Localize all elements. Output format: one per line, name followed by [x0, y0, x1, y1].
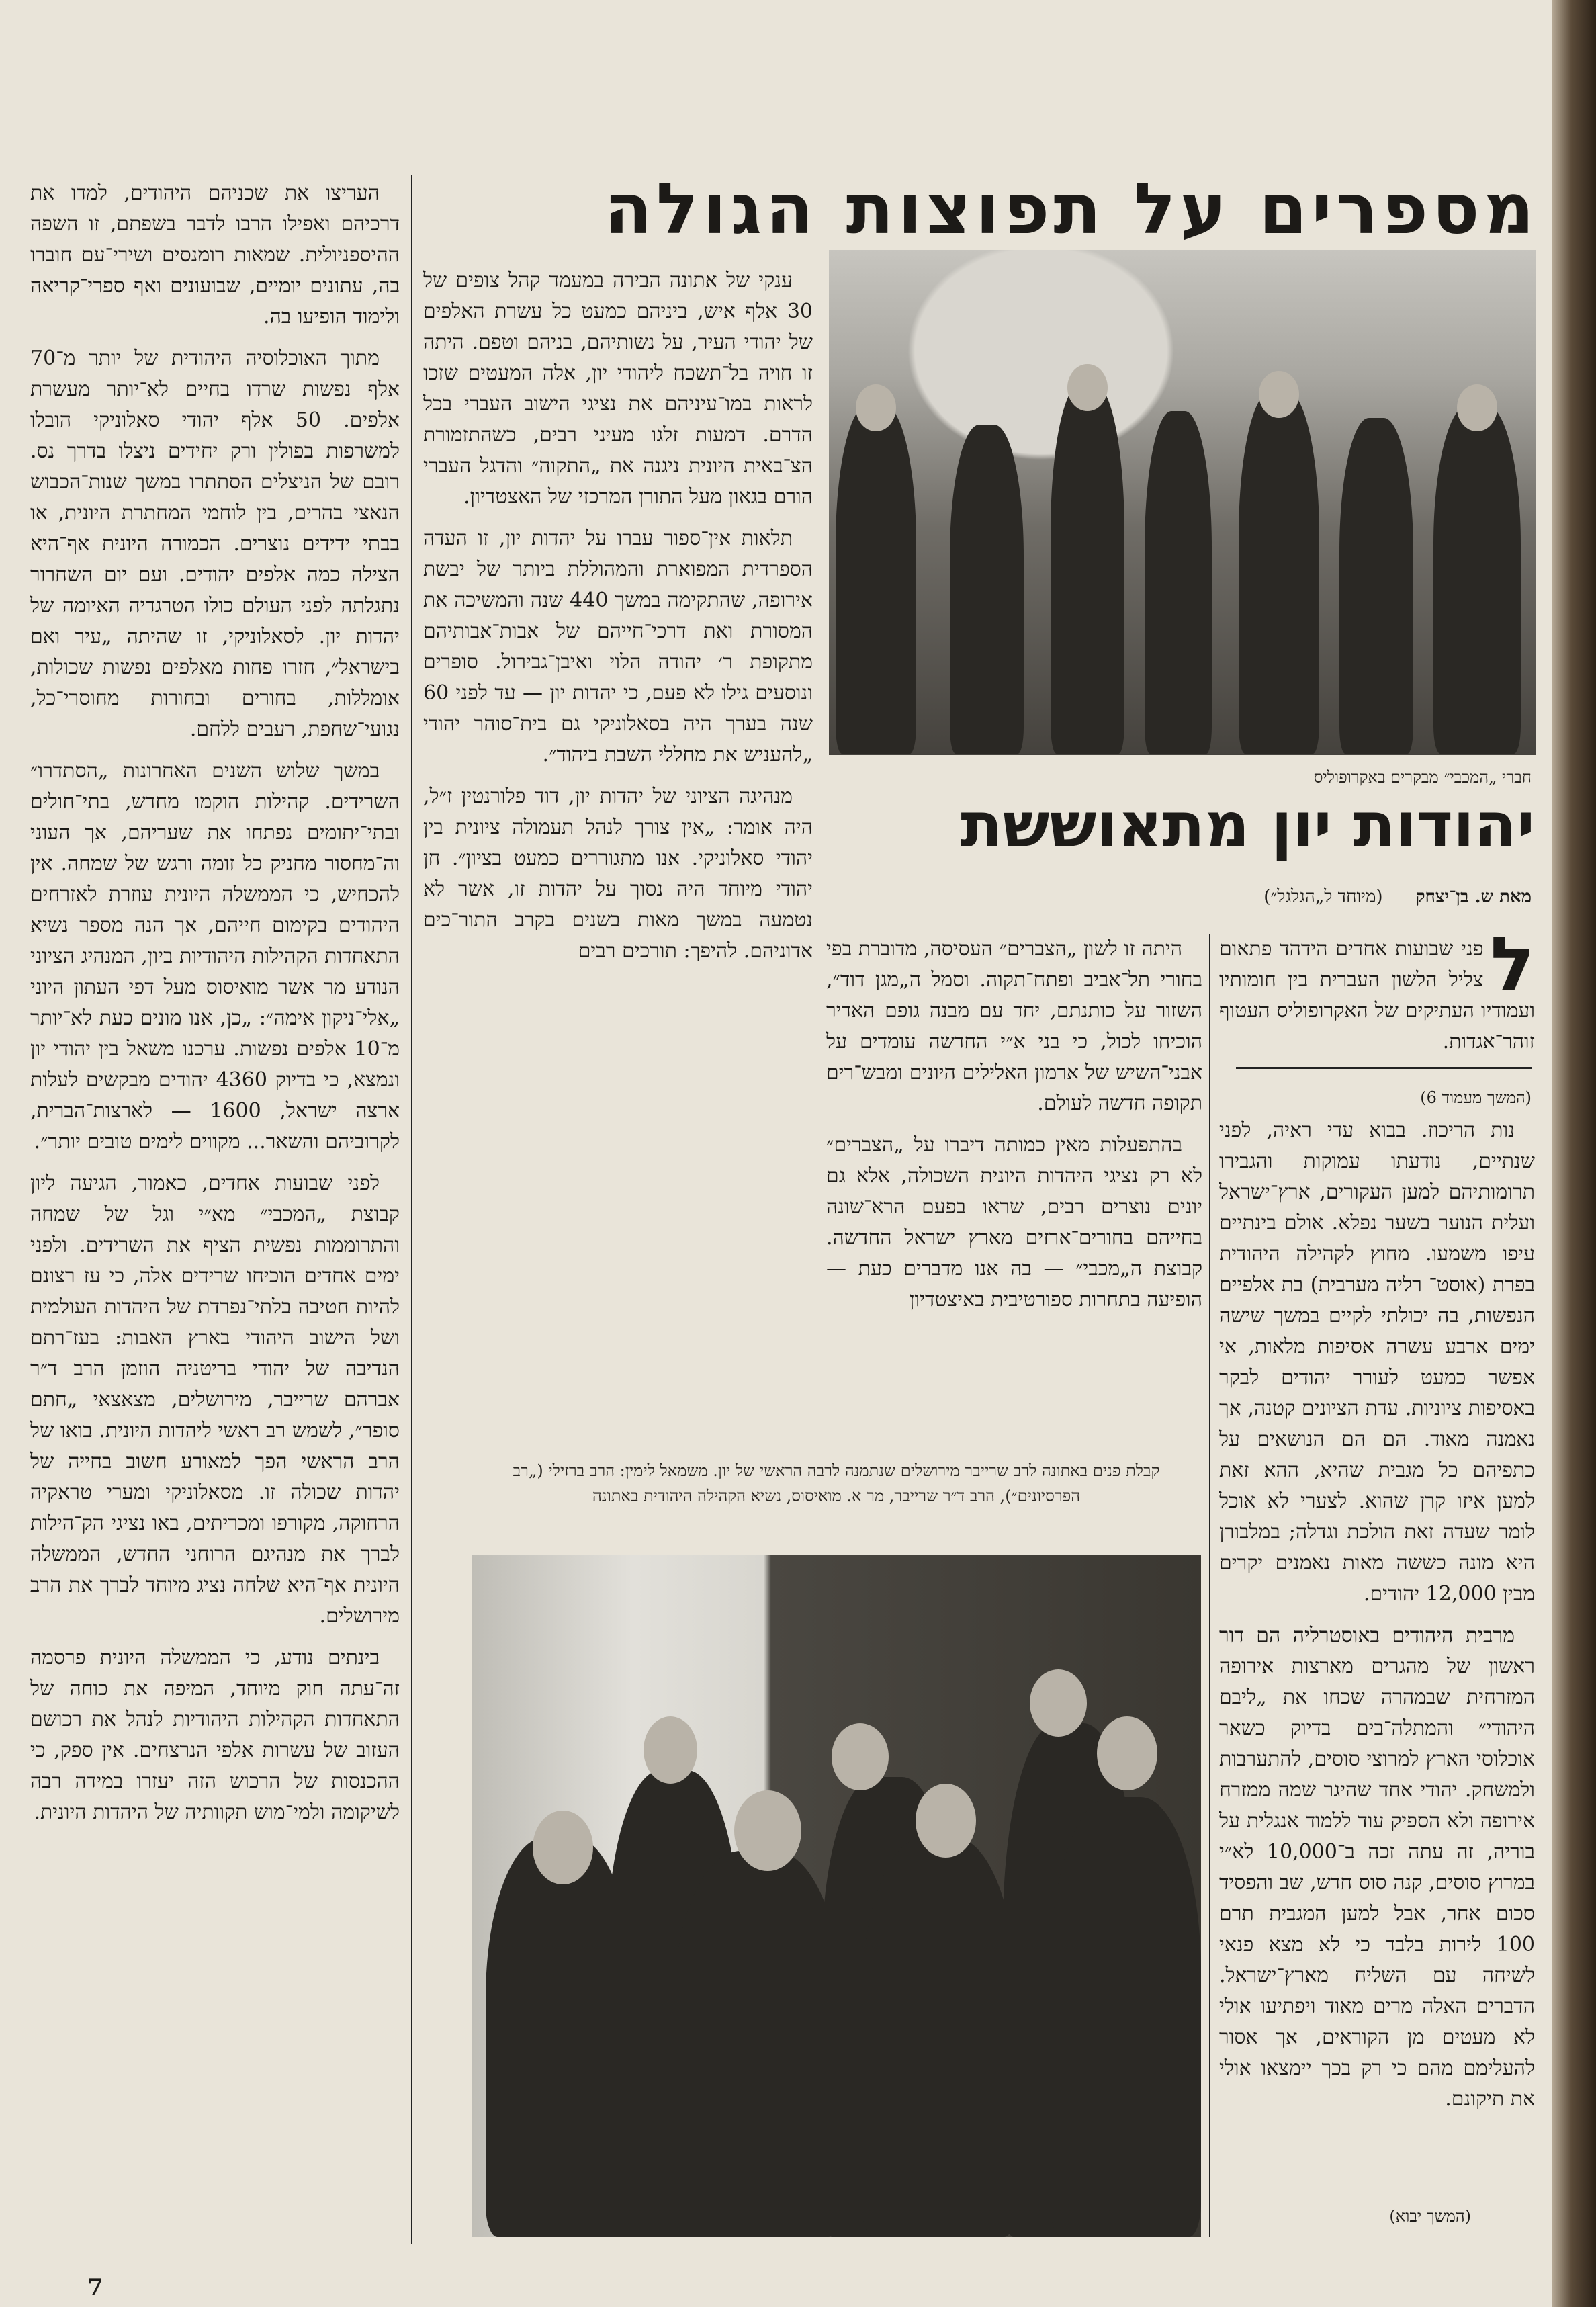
paragraph: נות הריכוז. בבוא עדי ראיה, לפני שנתיים, נודעתו עמוקות והגבירו תרומותיהם למען העקורים, ארץ־ישראל ועלית הנוער בשער נפלא. אולם בינתיים עיפו משמעו. מחוץ לקהילה היהודית בפרת (אוסט־ רליה מערבית) בת אלפיים הנפשות, בה יכולתי לקיים במשך שישה ימים ארבע עשרה אסיפות מלאות, אי אפשר כמעט לעורר יהודים לבקר באסיפות ציוניות. עדת הציונים קטנה, אך נאמנה מאוד. הם הם הנושאים על כתפיהם כל מגבית שהיא, ההא זאת למען איזו קרן שהוא. לצערי לא אוכל לומר שעדה זאת הולכת וגדלה; במלבורן היא מונה כששה מאות נאמנים יקרים מבין 12,000 יהודים.: [1219, 1119, 1535, 1606]
acropolis-photo-caption: חברי „המכבי״ מבקרים באקרופוליס: [1313, 768, 1532, 787]
paragraph: היתה זו לשון „הצברים״ העסיסה, מדוברת בפי בחורי תל־אביב ופתח־תקוה. וסמל ה„מגן דוד״, השזור על כותנתם, יחד עם מבנה גופם האדיר הוכיחו לכול, כי בני א״י החדשה עומדים על אבני־השיש של ארמון האלילים היונים ומבש־רים תקופה חדשה לעולם.: [826, 937, 1202, 1115]
byline: [940, 887, 1532, 907]
byline-note: (מיוחד ל„הגלגל״): [1264, 887, 1383, 907]
column-center: [826, 934, 1202, 1532]
headline: מספרים על תפוצות הגולה: [604, 168, 1538, 250]
acropolis-photo: [829, 250, 1536, 755]
rabbi-photo-caption: קבלת פנים באתונה לרב שרייבר מירושלים שנתמנה לרבה הראשי של יון. משמאל לימין: הרב ברזילי („רב הפרסיונים״), הרב ד״ר שרייבר, מר א. מואיסוס, נשיא הקהילה היהודית באתונה: [513, 1461, 1160, 1506]
paragraph: תלאות אין־ספור עברו על יהדות יון, זו העדה הספרדית המפוארת והמהוללת ביותר של יבשת אירופה, שהתקימה במשך 440 שנה והמשיכה את המסורת ואת דרכי־חייהם של אבות־אבותיהם מתקופת ר׳ יהודה הלוי ואיבן־גבירול. סופרים ונוסעים גילו לא פעם, כי יהדות יון — עד לפני 60 שנה בערך היה בסאלוניקי גם בית־סוהר יהודי „להעניש את מחללי השבת ביהוד״.: [423, 527, 813, 767]
column-right-intro: [1219, 934, 1535, 1068]
column-divider: [411, 175, 412, 2244]
drop-cap: ל: [1490, 934, 1535, 1007]
paragraph: [1219, 934, 1535, 1057]
section-rule: [1236, 1067, 1532, 1069]
column-right: [1219, 1115, 1535, 2190]
book-binding: [1552, 0, 1596, 2307]
column-middle-left: [423, 265, 813, 1528]
article-subhead: יהודות יון מתאוששת: [960, 789, 1535, 861]
byline-author: מאת ש. בן־יצחק: [1415, 887, 1532, 907]
column-left: [30, 178, 400, 2247]
continued-note: (המשך יבוא): [1389, 2207, 1471, 2226]
paragraph: מרבית היהודים באוסטרליה הם דור ראשון של מהגרים מארצות אירופה המזרחית שבמהרה שכחו את „ליבם היהודי״ והמתלה־בים בדיוק כשאר אוכלוסי הארץ למרוצי סוסים, להתערבות ולמשחק. יהודי אחד שהיגר שמה ממזרח אירופה ולא הספיק עוד ללמוד אנגלית על בוריה, זה עתה זכה ב־10,000 לא״י במרוץ סוסים, קנה סוס חדש, שב והפסיד סכום אחר, אבל למען המגבית תרם 100 לירות בלבד כי לא מצא פנאי לשיחה עם השליח מארץ־ישראל. הדברים האלה מרים מאוד ויפתיעו אולי לא מעטים מן הקוראים, אך אסור להעלימם מהם כי רק בכך יימצאו אולי את תיקונם.: [1219, 1624, 1535, 2111]
paragraph: בהתפעלות מאין כמותה דיברו על „הצברים״ לא רק נציגי היהדות היונית השכולה, אלא גם יונים נוצרים רבים, שראו בפעם הרא־שונה בחייהם בחורים־ארזים מארץ ישראל החדשה. קבוצת ה„מכבי״ — בה אנו מדברים כעת — הופיעה בתחרות ספורטיבית באיצטדיון: [826, 1133, 1202, 1311]
paragraph: לפני שבועות אחדים, כאמור, הגיעה ליון קבוצת „המכבי״ מא״י וגל של שמחה והתרוממות נפשית הציף את השרידים. ולפני ימים אחדים הוכיחו שרידים אלה, כי עז רצונם להיות חטיבה בלתי־נפרדת של היהדות העולמית ושל הישוב היהודי בארץ האבות: בעז־רתם הנדיבה של יהודי בריטניה הוזמן הרב ד״ר אברהם שרייבר, מירושלים, מצאצאי „חתם סופר״, לשמש רב ראשי ליהדות היונית. בואו של הרב הראשי הפך למאורע חשוב בחייה של יהדות שכולה זו. מסאלוניקי ומערי טראקיה הרחוקה, מקורפו ומכריתים, באו נציגי הק־הילות לברך את מנהיגם הרוחני החדש, הממשלה היונית אף־היא שלחה נציג מיוחד לברך את הרב מירושלים.: [30, 1172, 400, 1628]
intro-text: פני שבועות אחדים הידהד פתאום צליל הלשון העברית בין חומותיו ועמודיו העתיקים של האקרופוליס העטוף זוהר־אגדות.: [1219, 937, 1535, 1053]
paragraph: מתוך האוכלוסיה היהודית של יותר מ־70 אלף נפשות שרדו בחיים לא־יותר מעשרת אלפים. 50 אלף יהודי סאלוניקי הובלו למשרפות בפולין ורק יחידים ניצלו בדרך נס. רובם של הניצלים הסתתרו במשך שנות־הכבוש הנאצי בהרים, בין לוחמי המחתרת היונית, או בבתי ידידים נוצרים. הכמורה היונית אף־היא הצילה כמה אלפים יהודים. ועם יום השחרור נתגלתה לפני העולם כולו הטרגדיה האיומה של יהדות יון. לסאלוניקי, זו שהיתה „עיר ואם בישראל״, חזרו פחות מאלפים נפשות שכולות, אומללות, בחורים ובחורות מחוסרי־כל, נגועי־שחפת, רעבים ללחם.: [30, 347, 400, 741]
paragraph: העריצו את שכניהם היהודים, למדו את דרכיהם ואפילו הרבו לדבר בשפתם, זו השפה ההיספניולית. שמאות רומנסים ושירי־עם חוברו בה, עתונים יומיים, שבועונים ואף ספרי־קריאה ולימוד הופיעו בה.: [30, 181, 400, 329]
paragraph: ענקי של אתונה הבירה במעמד קהל צופים של 30 אלף איש, ביניהם כמעט כל עשרת האלפים של יהודי העיר, על נשותיהם, בניהם וטפם. היתה זו חויה בל־תשכח ליהודי יון, אלה המעטים שזכו לראות במו־עיניהם את נציגי הישוב העברי בכל הדרם. דמעות זלגו מעיני רבים, כשהתזמורת הצ־באית היונית ניגנה את „התקוה״ והדגל העברי הורם בגאון מעל התורן המרכזי של האצטדיון.: [423, 269, 813, 509]
column-divider: [1209, 934, 1210, 2237]
page-number: 7: [87, 2274, 103, 2301]
paragraph: במשך שלוש השנים האחרונות „הסתדרו״ השרידים. קהילות הוקמו מחדש, בתי־חולים ובתי־יתומים נפתחו את שעריהם, אך העוני וה־מחסור מחניק כל זומה ורגש של שמחה. אין להכחיש, כי הממשלה היונית עוזרת לאזרחים היהודים בקימום חייהם, אך הנה מספר נשיא התאחדות הקהילות היהודיות ביון, המנהיג הציוני הנודע מר אשר מואיסוס מעל דפי העתון היוני „אלי־ניקון אימה״: „כן, אנו מונים כעת לא־יותר מ־10 אלפים נפשות. ערכנו משאל בין יהודי יון ונמצא, כי בדיוק 4360 יהודים מבקשים לעלות ארצה ישראל, 1600 — לארצות־הברית, לקרוביהם והשאר... מקווים לימים טובים יותר״.: [30, 759, 400, 1154]
continued-from-note: (המשך מעמוד 6): [1420, 1088, 1532, 1107]
paragraph: בינתים נודע, כי הממשלה היונית פרסמה זה־עתה חוק מיוחד, המיפה את כוחה של התאחדות הקהילות היהודיות לנהל את רכושם העזוב של עשרות אלפי הנרצחים. אין ספק, כי ההכנסות של הרכוש הזה יעזרו במידה רבה לשיקומה ולמי־מוש תקוותיה של היהדות היונית.: [30, 1646, 400, 1824]
rabbi-reception-photo: [472, 1555, 1201, 2237]
paragraph: מנהיגה הציוני של יהדות יון, דוד פלורנטין ז״ל, היה אומר: „אין צורך לנהל תעמולה ציונית בין יהודי סאלוניקי. אנו מתגוררים כמעט בציון״. חן יהודי מיוחד היה נסוך על יהדות זו, אשר לא נטמעה במשך מאות בשנים בקרב התור־כים אדוניהם. להיפך: תורכים רבים: [423, 785, 813, 963]
